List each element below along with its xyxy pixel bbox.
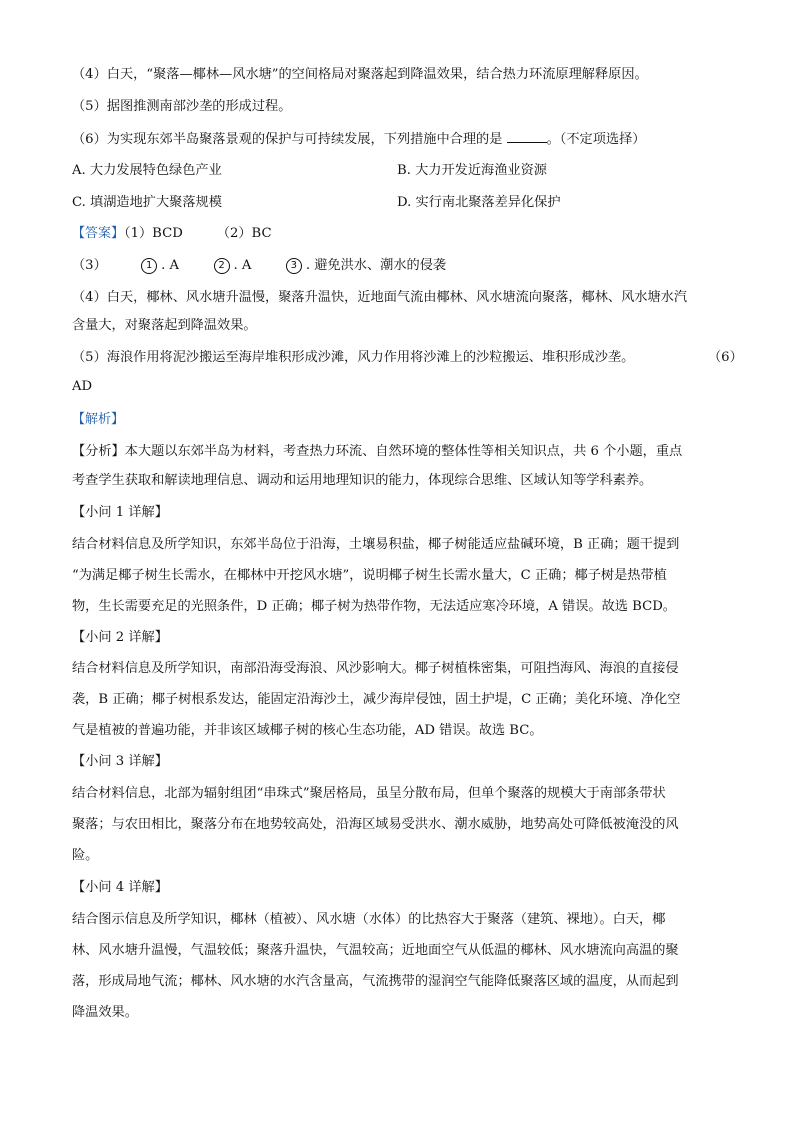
- sub-1-line-1: 结合材料信息及所学知识，东郊半岛位于沿海，土壤易积盐，椰子树能适应盐碱环境，B 正确；题干提到: [72, 537, 680, 552]
- option-b: B. 大力开发近海渔业资源: [397, 163, 547, 178]
- sub-2-line-1: 结合材料信息及所学知识，南部沿海受海浪、风沙影响大。椰子树植株密集，可阻挡海风、海浪的直接侵: [72, 661, 679, 676]
- answer-6: AD: [72, 379, 93, 394]
- answer-3-line: [72, 257, 732, 275]
- sub-question-3-title: 【小问 3 详解】: [72, 754, 168, 769]
- answer-4-line-1: （4）白天，椰林、风水塘升温慢，聚落升温快，近地面气流由椰林、风水塘流向聚落，椰林、风水塘水汽: [72, 290, 688, 305]
- sub-1-line-3: 物，生长需要充足的光照条件，D 正确；椰子树为热带作物，无法适应寒冷环境，A 错误。故选 BCD。: [72, 599, 676, 614]
- answer-4-line-2: 含量大，对聚落起到降温效果。: [72, 318, 257, 333]
- fenxi-line-1: 【分析】本大题以东郊半岛为材料，考查热力环流、自然环境的整体性等相关知识点，共 6 个小题，重点: [72, 444, 683, 459]
- sub-4-line-4: 降温效果。: [72, 1005, 138, 1020]
- sub-4-line-3: 落，形成局地气流；椰林、风水塘的水汽含量高，气流携带的湿润空气能降低聚落区域的温度，从而起到: [72, 974, 679, 989]
- circled-number-1: 1: [141, 258, 157, 274]
- analysis-tag: 【解析】: [72, 412, 125, 427]
- sub-3-line-1: 结合材料信息，北部为辐射组团“串珠式”聚居格局，虽呈分散布局，但单个聚落的规模大于南部条带状: [72, 786, 666, 801]
- question-5: （5）据图推测南部沙垄的形成过程。: [72, 99, 292, 114]
- question-6-text: （6）为实现东郊半岛聚落景观的保护与可持续发展，下列措施中合理的是: [72, 132, 503, 147]
- answer-3-sub-3: . 避免洪水、潮水的侵袭: [305, 258, 447, 273]
- circled-number-2: 2: [214, 258, 230, 274]
- option-a: A. 大力发展特色绿色产业: [72, 163, 222, 178]
- answer-6-label: （6）: [708, 350, 743, 365]
- sub-1-line-2: “为满足椰子树生长需水，在椰林中开挖风水塘”，说明椰子树生长需水量大，C 正确；椰子树是热带植: [72, 568, 667, 583]
- sub-question-2-title: 【小问 2 详解】: [72, 630, 168, 645]
- question-6: [72, 130, 732, 149]
- sub-2-line-3: 气是植被的普遍功能，并非该区域椰子树的核心生态功能，AD 错误。故选 BC。: [72, 723, 543, 738]
- answer-blank: [507, 130, 547, 143]
- answer-2: （2）BC: [216, 226, 272, 241]
- sub-3-line-3: 险。: [72, 848, 99, 863]
- answer-5: （5）海浪作用将泥沙搬运至海岸堆积形成沙滩，风力作用将沙滩上的沙粒搬运、堆积形成沙垄。: [72, 350, 635, 365]
- sub-3-line-2: 聚落；与农田相比，聚落分布在地势较高处，沿海区域易受洪水、潮水威胁，地势高处可降低被淹没的风: [72, 817, 679, 832]
- answer-3-sub-2: . A: [233, 258, 252, 273]
- option-d: D. 实行南北聚落差异化保护: [397, 195, 561, 210]
- answer-3-label: （3）: [72, 258, 107, 273]
- sub-question-1-title: 【小问 1 详解】: [72, 505, 168, 520]
- circled-number-3: 3: [286, 258, 302, 274]
- fenxi-line-2: 考查学生获取和解读地理信息、调动和运用地理知识的能力，体现综合思维、区域认知等学科素养。: [72, 473, 653, 488]
- sub-4-line-1: 结合图示信息及所学知识，椰林（植被）、风水塘（水体）的比热容大于聚落（建筑、裸地）。白天，椰: [72, 912, 666, 927]
- answer-line: [72, 225, 732, 243]
- answer-5-line: [72, 349, 743, 367]
- answer-1: （1）BCD: [124, 226, 183, 241]
- sub-4-line-2: 林、风水塘升温慢，气温较低；聚落升温快，气温较高；近地面空气从低温的椰林、风水塘流向高温的聚: [72, 943, 679, 958]
- question-4: （4）白天，“聚落—椰林—风水塘”的空间格局对聚落起到降温效果，结合热力环流原理解释原因。: [72, 67, 648, 82]
- sub-2-line-2: 袭，B 正确；椰子树根系发达，能固定沿海沙土，减少海岸侵蚀，固土护堤，C 正确；美化环境、净化空: [72, 692, 681, 707]
- option-c: C. 填湖造地扩大聚落规模: [72, 195, 222, 210]
- answer-3-sub-1: . A: [161, 258, 180, 273]
- sub-question-4-title: 【小问 4 详解】: [72, 880, 168, 895]
- question-6-suffix: 。（不定项选择）: [546, 132, 646, 147]
- answer-tag: 【答案】: [72, 226, 125, 241]
